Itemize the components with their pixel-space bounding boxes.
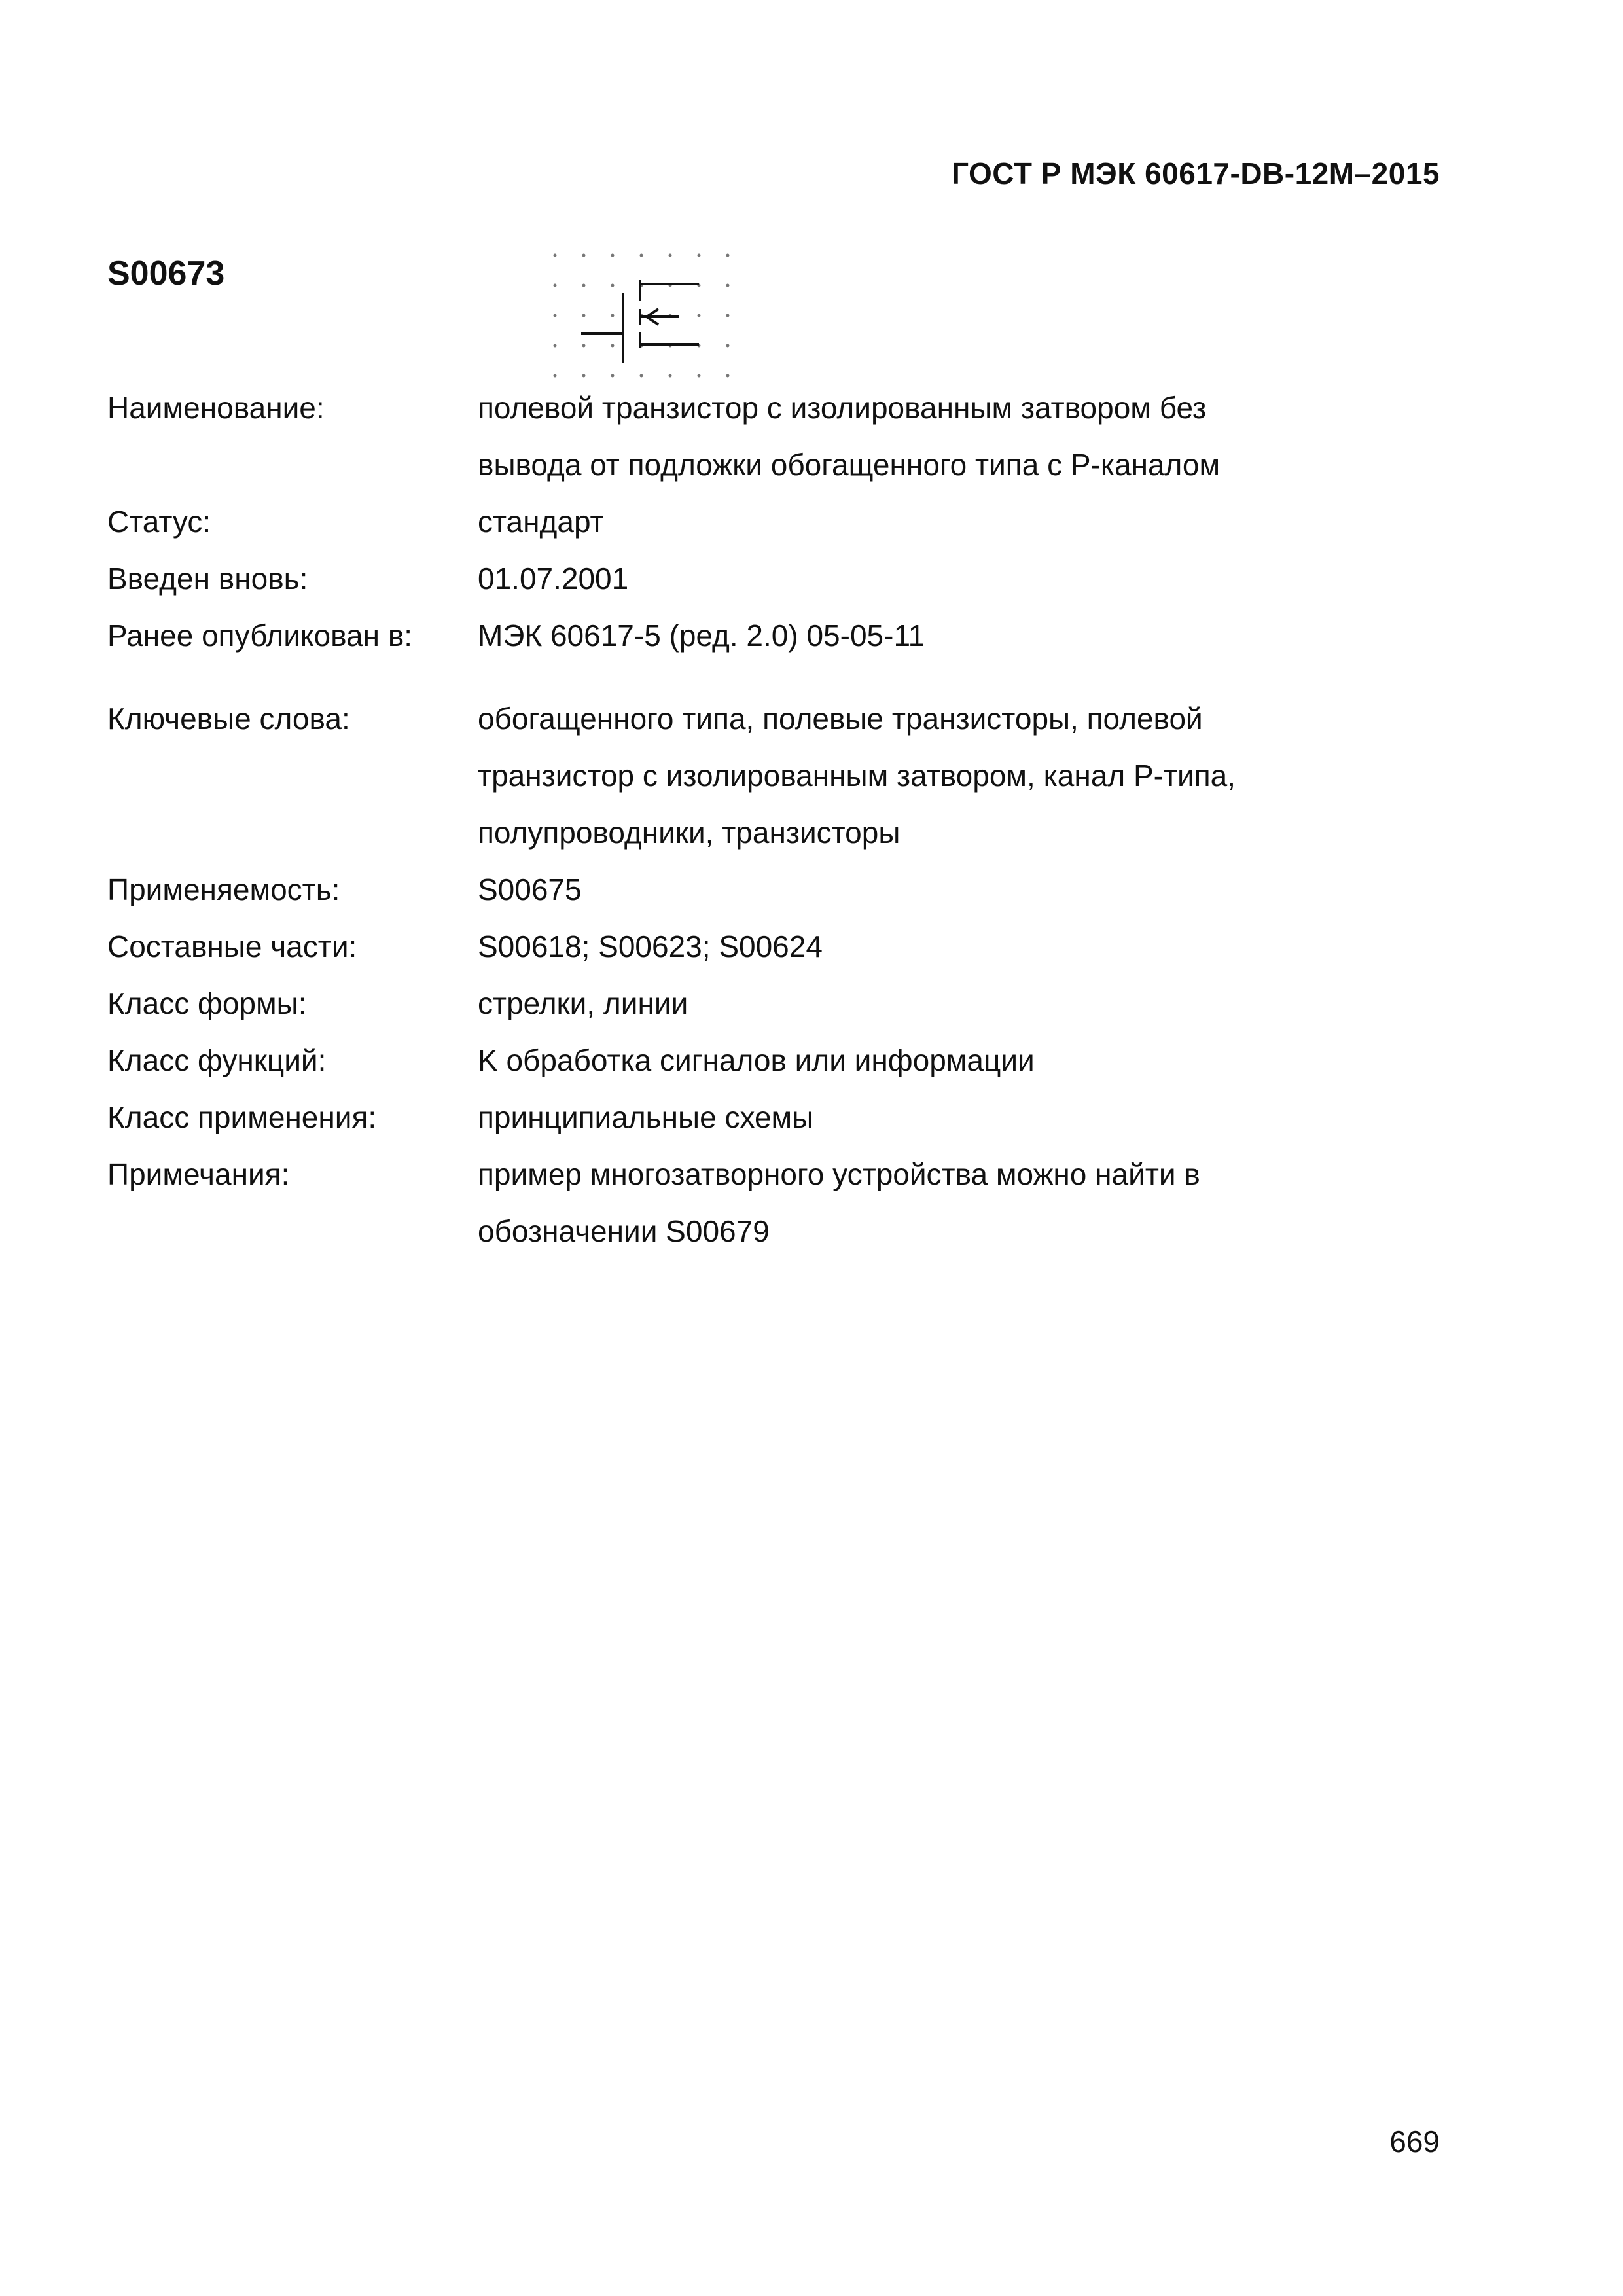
field-label: Ключевые слова:: [107, 702, 350, 736]
field-row: [107, 1089, 1442, 1146]
field-label: Класс функций:: [107, 1043, 327, 1077]
field-row: [107, 691, 1442, 861]
field-label: Введен вновь:: [107, 562, 308, 596]
field-row: [107, 607, 1442, 664]
field-row: [107, 918, 1442, 975]
field-label: Примечания:: [107, 1157, 290, 1191]
field-value: [478, 1146, 1442, 1260]
field-value-line: пример многозатворного устройства можно найти в: [478, 1157, 1200, 1191]
field-value: [478, 918, 1442, 975]
field-value-line: транзистор с изолированным затвором, канал Р-типа,: [478, 759, 1236, 793]
field-value-line: принципиальные схемы: [478, 1100, 814, 1134]
field-value: [478, 607, 1442, 664]
field-row: [107, 380, 1442, 493]
field-value: [478, 1032, 1442, 1089]
attribute-list: [107, 380, 1442, 1260]
mosfet-symbol-icon: [548, 250, 740, 382]
field-label: Ранее опубликован в:: [107, 619, 413, 653]
field-value: [478, 380, 1442, 493]
field-label: Составные части:: [107, 929, 357, 963]
symbol-id: S00673: [107, 255, 225, 293]
field-value-line: полупроводники, транзисторы: [478, 816, 901, 850]
field-label: Класс формы:: [107, 986, 307, 1020]
field-value-line: вывода от подложки обогащенного типа с Р-каналом: [478, 448, 1221, 482]
field-value: [478, 975, 1442, 1032]
field-label: Класс применения:: [107, 1100, 377, 1134]
field-value: [478, 493, 1442, 550]
field-row: [107, 861, 1442, 918]
field-value-line: стандарт: [478, 505, 604, 539]
field-value: [478, 550, 1442, 607]
field-value-line: МЭК 60617-5 (ред. 2.0) 05-05-11: [478, 619, 925, 653]
field-value-line: S00618; S00623; S00624: [478, 929, 823, 963]
field-row: [107, 493, 1442, 550]
field-label: Наименование:: [107, 391, 325, 425]
field-value-line: полевой транзистор с изолированным затвором без: [478, 391, 1207, 425]
page-number: 669: [1389, 2125, 1440, 2159]
field-row: [107, 975, 1442, 1032]
field-row: [107, 550, 1442, 607]
field-row: [107, 1032, 1442, 1089]
field-value-line: стрелки, линии: [478, 986, 688, 1020]
field-value-line: обогащенного типа, полевые транзисторы, полевой: [478, 702, 1203, 736]
field-value-line: S00675: [478, 872, 582, 906]
field-value-line: K обработка сигналов или информации: [478, 1043, 1035, 1077]
field-value-line: 01.07.2001: [478, 562, 629, 596]
field-value: [478, 861, 1442, 918]
field-value: [478, 1089, 1442, 1146]
field-value-line: обозначении S00679: [478, 1214, 770, 1248]
standard-header: ГОСТ Р МЭК 60617-DB-12M–2015: [952, 156, 1440, 190]
field-value: [478, 691, 1442, 861]
field-label: Статус:: [107, 505, 211, 539]
field-row: [107, 1146, 1442, 1260]
field-label: Применяемость:: [107, 872, 340, 906]
